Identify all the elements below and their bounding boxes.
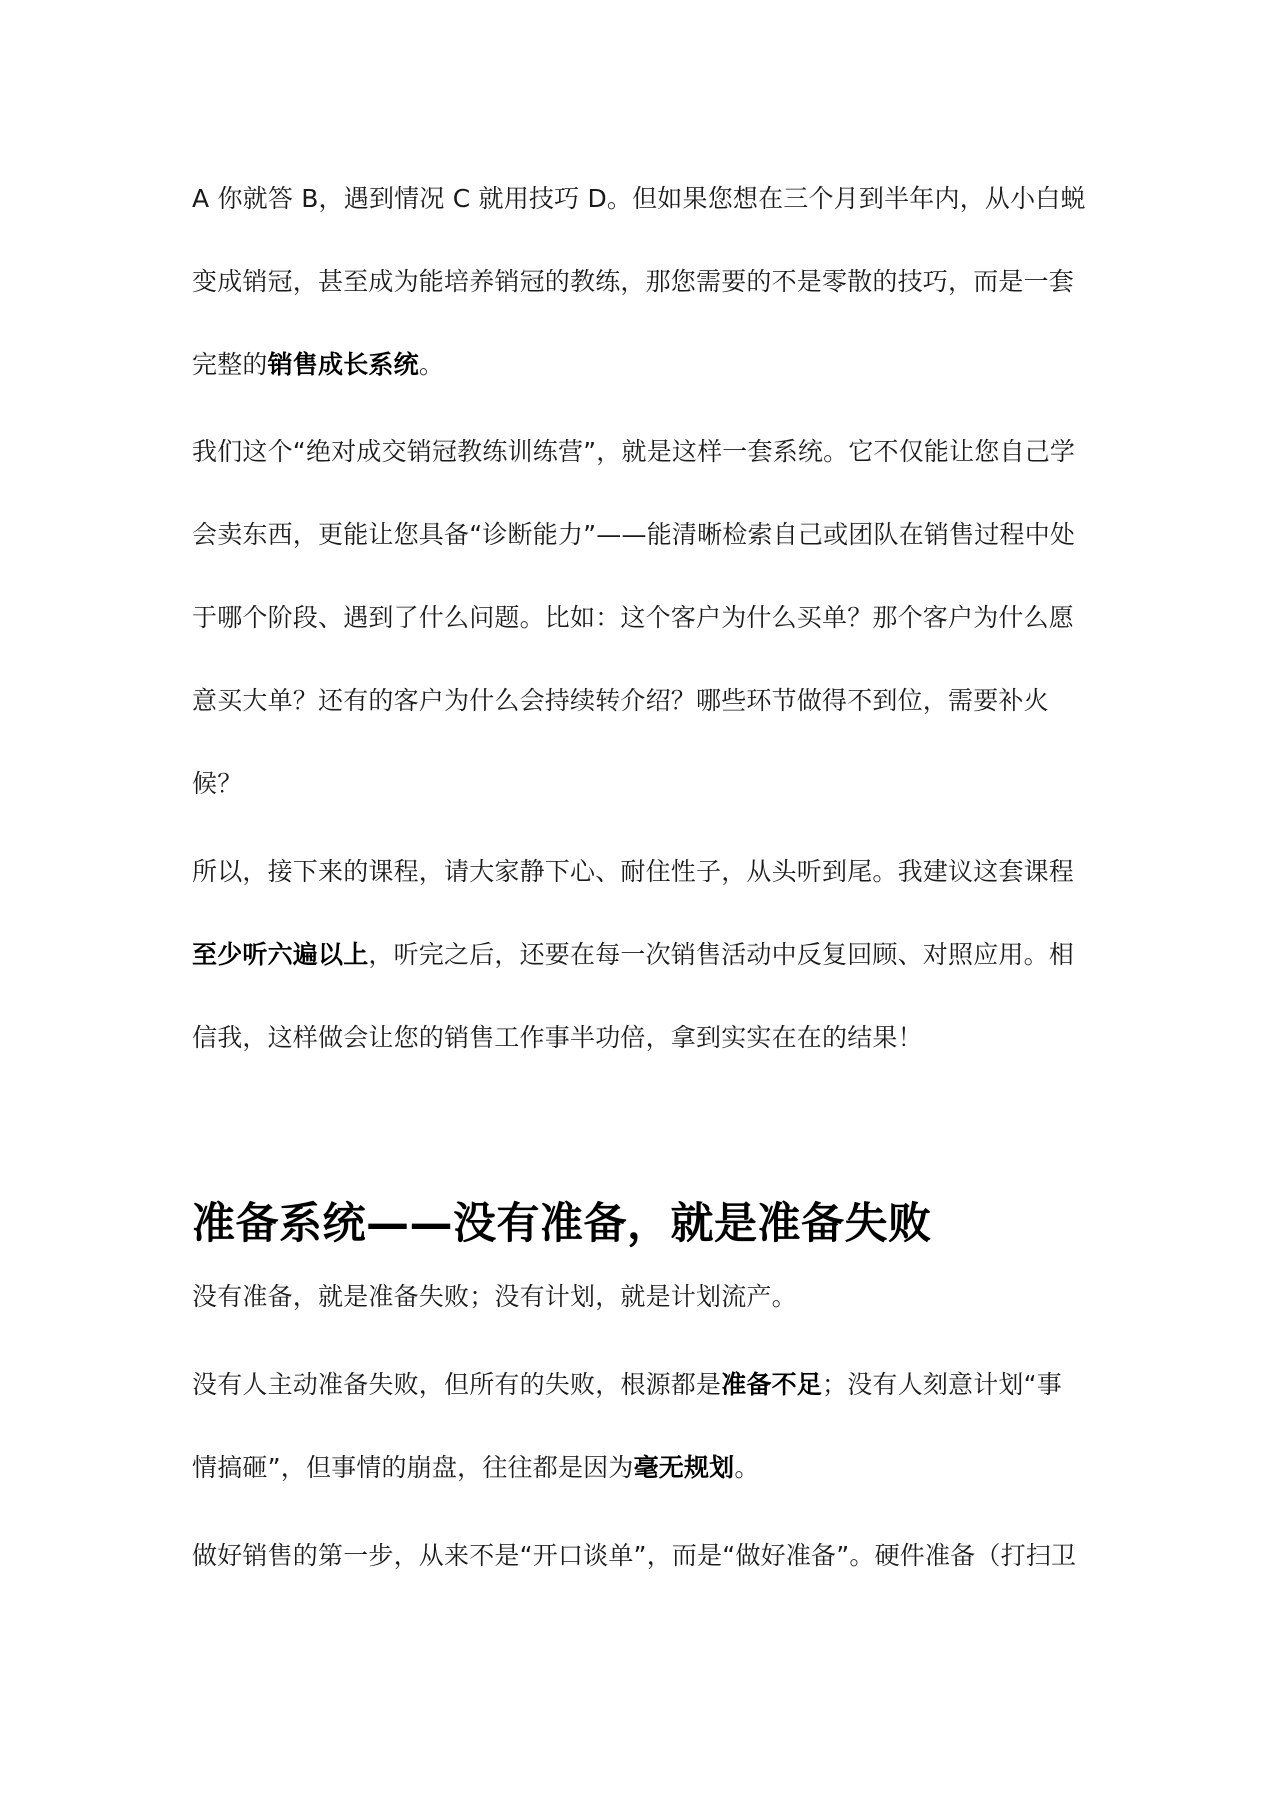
paragraph-3-line-3: 信我，这样做会让您的销售工作事半功倍，拿到实实在在的结果！ <box>192 1023 923 1052</box>
text-run: 。 <box>734 1453 760 1482</box>
paragraph-2-line-3: 于哪个阶段、遇到了什么问题。比如：这个客户为什么买单？那个客户为什么愿 <box>192 603 1075 632</box>
section-heading: 准备系统——没有准备，就是准备失败 <box>192 1199 932 1249</box>
paragraph-1-line-3 <box>192 348 1092 382</box>
text-run: 。 <box>418 350 445 379</box>
paragraph-5-line-2 <box>192 1451 1092 1485</box>
paragraph-4-line-1: 没有准备，就是准备失败；没有计划，就是计划流产。 <box>192 1282 797 1311</box>
text-run: 完整的 <box>192 350 268 379</box>
paragraph-2-line-5: 候？ <box>192 769 243 798</box>
bold-emphasis: 毫无规划 <box>633 1453 735 1482</box>
text-run: ，听完之后，还要在每一次销售活动中反复回顾、对照应用。相 <box>368 940 1075 969</box>
paragraph-2-line-2: 会卖东西，更能让您具备“诊断能力”——能清晰检索自己或团队在销售过程中处 <box>192 520 1076 549</box>
text-run: 情搞砸”，但事情的崩盘，往往都是因为 <box>192 1453 634 1482</box>
bold-emphasis: 至少听六遍以上 <box>192 940 369 969</box>
paragraph-2-line-4: 意买大单？还有的客户为什么会持续转介绍？哪些环节做得不到位，需要补火 <box>192 686 1049 715</box>
bold-emphasis: 准备不足 <box>721 1370 823 1399</box>
paragraph-2-line-1: 我们这个“绝对成交销冠教练训练营”，就是这样一套系统。它不仅能让您自己学 <box>192 437 1076 466</box>
paragraph-1-line-1: A 你就答 B，遇到情况 C 就用技巧 D。但如果您想在三个月到半年内，从小白蜕 <box>192 184 1086 213</box>
bold-emphasis: 销售成长系统 <box>267 350 419 379</box>
paragraph-1-line-2: 变成销冠，甚至成为能培养销冠的教练，那您需要的不是零散的技巧，而是一套 <box>192 267 1075 296</box>
paragraph-5-line-1 <box>192 1368 1092 1402</box>
paragraph-3-line-2 <box>192 938 1092 972</box>
paragraph-3-line-1: 所以，接下来的课程，请大家静下心、耐住性子，从头听到尾。我建议这套课程 <box>192 857 1075 886</box>
text-run: ；没有人刻意计划“事 <box>822 1370 1062 1399</box>
text-run: 没有人主动准备失败，但所有的失败，根源都是 <box>192 1370 722 1399</box>
paragraph-6-line-1: 做好销售的第一步，从来不是“开口谈单”，而是“做好准备”。硬件准备（打扫卫 <box>192 1541 1077 1570</box>
